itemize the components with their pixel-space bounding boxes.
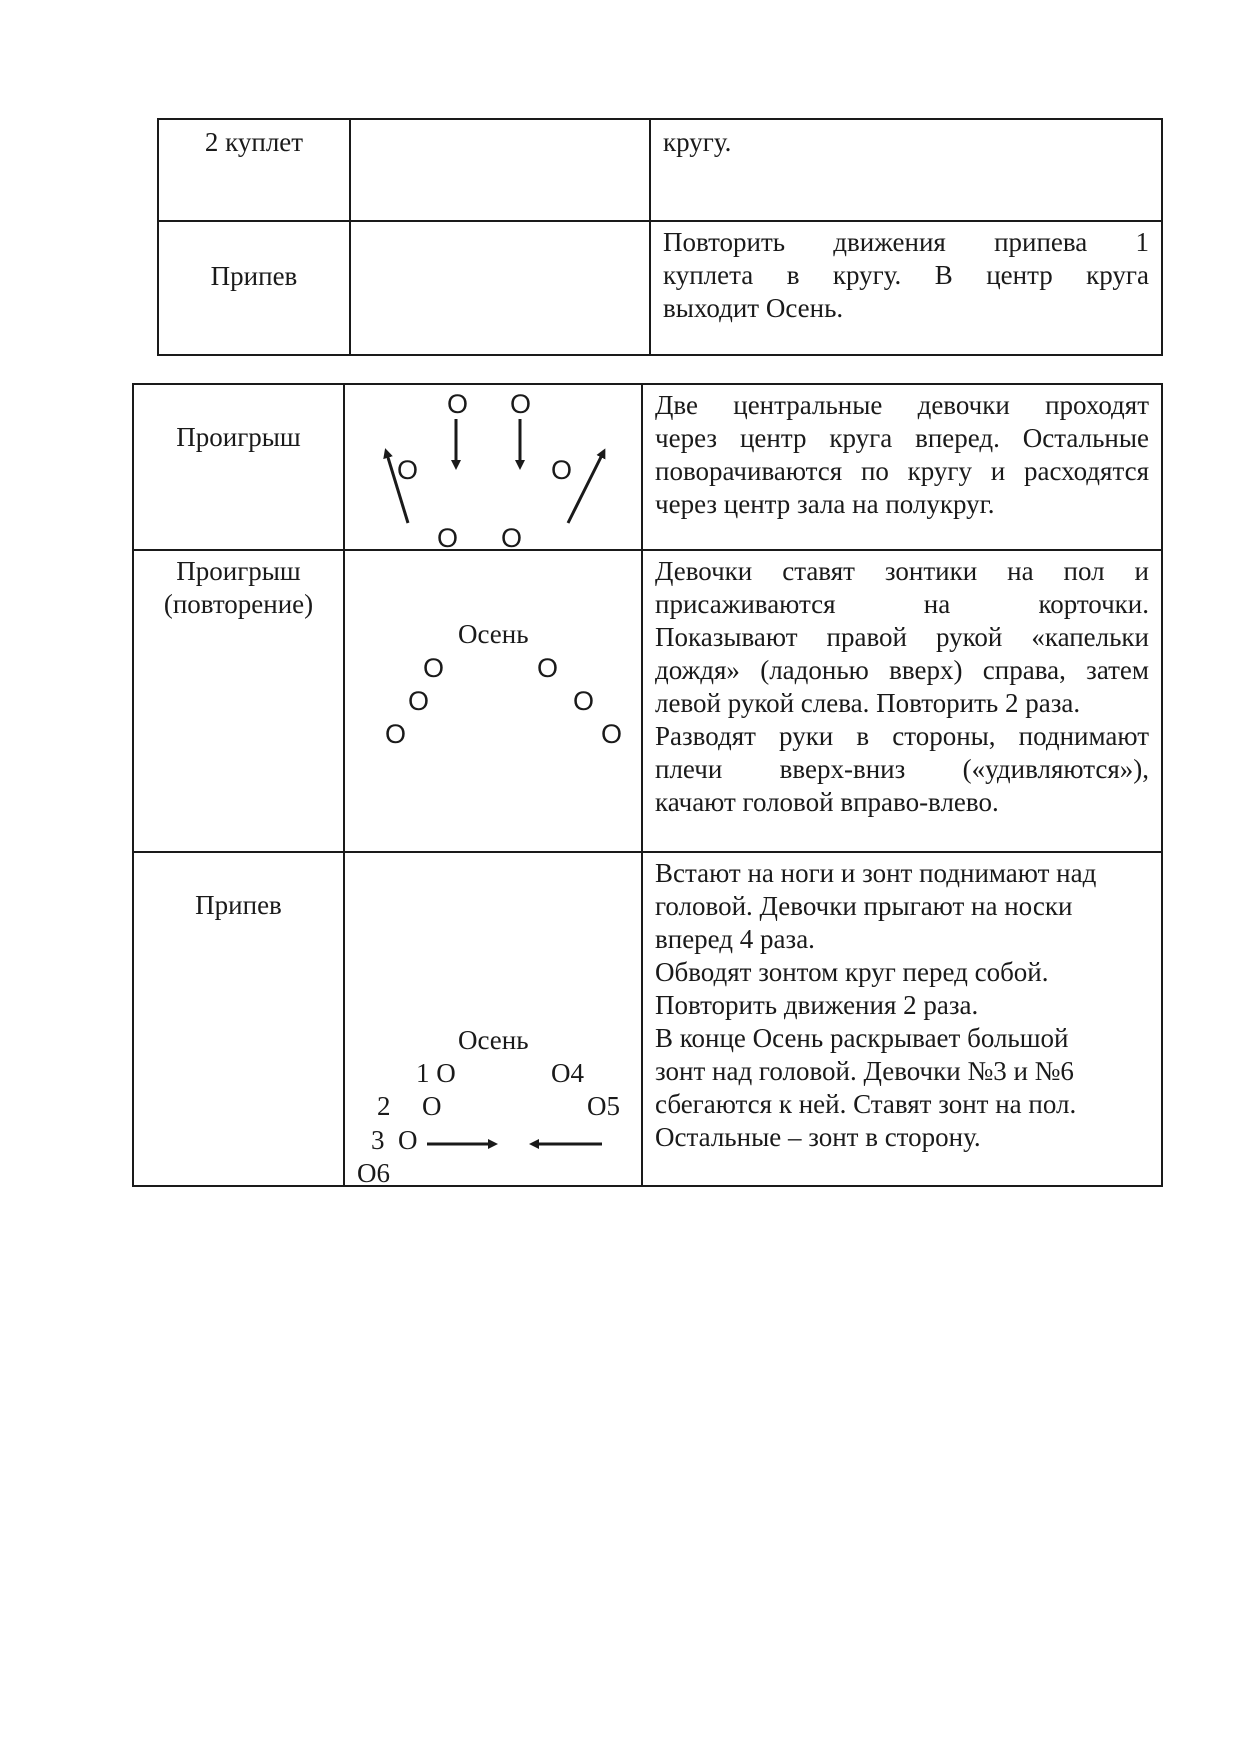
dancer-marker: O (408, 686, 430, 716)
dancer-marker: 1 O (416, 1058, 456, 1088)
description-line: Две центральные девочки проходят (655, 390, 1149, 420)
description-line: куплета в кругу. В центр круга (663, 260, 1149, 290)
autumn-label: Осень (458, 619, 529, 649)
table-row (158, 119, 1162, 221)
dancer-marker: O (501, 523, 523, 553)
dancer-marker: O (423, 653, 445, 683)
autumn-label: Осень (458, 1025, 529, 1055)
diagram-cell-empty (350, 221, 650, 355)
label-text: Припев (195, 890, 282, 920)
description-line: Встают на ноги и зонт поднимают над (655, 858, 1097, 888)
formation-diagram-1 (344, 384, 642, 553)
description-line: через центр круга вперед. Остальные (655, 423, 1149, 453)
description-cell (642, 384, 1162, 550)
label-text: Проигрыш (176, 422, 301, 452)
description-line: сбегаются к ней. Ставят зонт на пол. (655, 1089, 1077, 1119)
section-label (133, 384, 344, 550)
dancer-marker: O (601, 719, 623, 749)
description-line: качают головой вправо-влево. (655, 787, 999, 817)
description-line: дождя» (ладонью вверх) справа, затем (655, 655, 1149, 685)
dancer-marker: O (437, 523, 459, 553)
dancer-marker: O (385, 719, 407, 749)
dancer-marker: O (510, 389, 532, 419)
arrow-up-right (568, 451, 604, 523)
description-text: кругу. (663, 127, 732, 157)
description-line: выходит Осень. (663, 293, 844, 323)
description-cell (642, 550, 1162, 852)
section-label (158, 221, 350, 355)
dancer-marker: O (447, 389, 469, 419)
label-text: Припев (210, 261, 298, 291)
description-line: Остальные – зонт в сторону. (655, 1122, 981, 1152)
dancer-marker: 2 (377, 1091, 391, 1121)
description-line: Обводят зонтом круг перед собой. (655, 957, 1049, 987)
dancer-marker: O (397, 455, 419, 485)
dancer-marker: O (551, 455, 573, 485)
description-line: присаживаются на корточки. (655, 589, 1149, 619)
dancer-marker: O (573, 686, 595, 716)
description-line: головой. Девочки прыгают на носки (655, 891, 1073, 921)
description-line: плечи вверх-вниз («удивляются»), (655, 754, 1149, 784)
table-row (133, 852, 1162, 1186)
dancer-marker: O6 (357, 1158, 390, 1188)
label-text: 2 куплет (204, 127, 304, 157)
description-line: Показывают правой рукой «капельки (655, 622, 1149, 652)
description-line: зонт над головой. Девочки №3 и №6 (655, 1056, 1074, 1086)
description-line: левой рукой слева. Повторить 2 раза. (655, 688, 1081, 718)
table-row (133, 550, 1162, 852)
label-text: (повторение) (163, 589, 314, 619)
description-cell (650, 119, 1162, 221)
section-label (133, 852, 344, 1186)
formation-diagram-2 (344, 550, 642, 852)
diagram-cell-empty (350, 119, 650, 221)
section-label (133, 550, 344, 852)
dancer-marker: O5 (587, 1091, 620, 1121)
description-cell (642, 852, 1162, 1186)
movement-arrows (345, 385, 643, 549)
description-line: вперед 4 раза. (655, 924, 815, 954)
section-label (158, 119, 350, 221)
description-line: через центр зала на полукруг. (655, 489, 995, 519)
table-row (158, 221, 1162, 355)
description-line: Разводят руки в стороны, поднимают (655, 721, 1149, 751)
choreography-table-continued (157, 118, 1163, 356)
dancer-marker: O (537, 653, 559, 683)
label-text: Проигрыш (176, 556, 301, 586)
description-line: Повторить движения припева 1 (663, 227, 1149, 257)
description-line: Девочки ставят зонтики на пол и (655, 556, 1149, 586)
description-cell (650, 221, 1162, 355)
description-line: поворачиваются по кругу и расходятся (655, 456, 1149, 486)
formation-diagram-3 (344, 852, 642, 1186)
description-line: В конце Осень раскрывает большой (655, 1023, 1069, 1053)
dancer-marker: O (422, 1091, 442, 1121)
choreography-table (132, 383, 1163, 1187)
dancer-marker: 3 O (371, 1125, 418, 1155)
table-row (133, 384, 1162, 550)
description-line: Повторить движения 2 раза. (655, 990, 979, 1020)
dancer-marker: O4 (551, 1058, 584, 1088)
